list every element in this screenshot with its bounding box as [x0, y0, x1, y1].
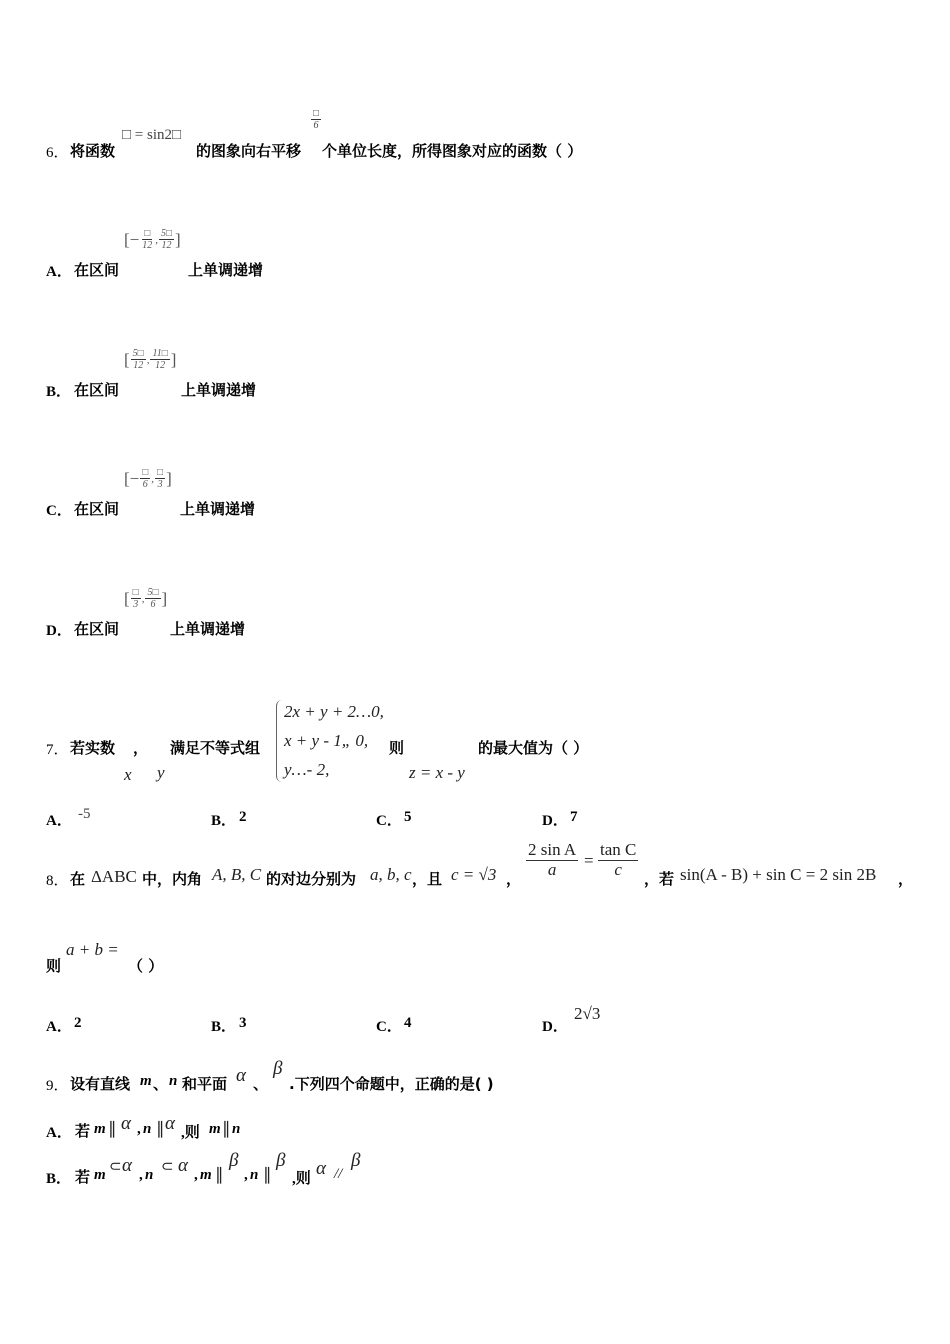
parallel-symbol: //: [334, 1166, 343, 1182]
q8-comma: ，: [506, 870, 522, 888]
q6-shift-fraction: [311, 108, 321, 131]
q8-fraction-2: $\frac{\text{tan C}}{c}$: [600, 840, 637, 879]
parallel-symbol: ∥: [215, 1165, 224, 1184]
line-m: m: [94, 1121, 106, 1137]
q7-text-d: 的最大值为（ ）: [478, 739, 589, 757]
q8-text-e: ，若: [644, 870, 675, 888]
q6-shift-den: 6: [313, 120, 319, 131]
alpha-symbol: α: [122, 1155, 132, 1176]
option-pre: 在区间: [74, 261, 120, 279]
interval-a: [− $\frac{□}{12}$ , $\frac{5□}{12}$ ]: [124, 228, 181, 251]
q7-var-y: y: [157, 763, 165, 782]
alpha-symbol: α: [165, 1113, 175, 1134]
q6-text-c: 个单位长度，所得图象对应的函数（ ）: [322, 142, 583, 160]
comma: ,: [139, 1167, 143, 1183]
q9-dun: 、: [153, 1075, 169, 1093]
q8-sides: a, b, c: [370, 865, 412, 884]
parallel-symbol: ∥: [263, 1165, 272, 1184]
option-label: B．: [46, 384, 72, 400]
interval-d: [ $\frac{□}{3}$ , $\frac{5□}{6}$ ]: [124, 587, 168, 610]
option-post: 上单调递增: [170, 620, 246, 638]
q8-equals: =: [584, 851, 594, 870]
alpha-symbol: α: [178, 1155, 188, 1176]
option-label: D．: [46, 623, 72, 639]
option-label: B．: [211, 1019, 237, 1035]
q8-text-a: 在: [70, 870, 86, 888]
beta-symbol: β: [276, 1150, 286, 1171]
q8-number: 8．: [46, 873, 69, 889]
option-post: 上单调递增: [188, 261, 264, 279]
q8-triangle: ΔABC: [91, 867, 137, 886]
line-m: m: [94, 1167, 106, 1183]
line-n: n: [232, 1121, 241, 1137]
q9-number: 9．: [46, 1078, 69, 1094]
q7-text-a: 若实数: [70, 739, 116, 757]
option-label: C．: [376, 1019, 402, 1035]
option-label: A．: [46, 1125, 72, 1141]
q8-end: ，: [898, 870, 914, 888]
option-post: 上单调递增: [180, 500, 256, 518]
option-text: 若: [75, 1122, 91, 1140]
option-label: C．: [46, 503, 72, 519]
q7-number: 7．: [46, 742, 69, 758]
line-n: n: [145, 1167, 154, 1183]
q8-c-eq: c = √3: [451, 865, 497, 884]
option-value: 7: [570, 809, 578, 825]
q6-text-b: 的图象向右平移: [196, 142, 302, 160]
q7-comma: ，: [133, 739, 149, 757]
option-label: D．: [542, 813, 568, 829]
parallel-symbol: ∥: [222, 1119, 231, 1138]
q7-z: z = x - y: [409, 763, 465, 782]
option-label: C．: [376, 813, 402, 829]
comma: ,: [194, 1167, 198, 1183]
beta-symbol: β: [229, 1150, 239, 1171]
q7-sys-1: 2x + y + 2…0,: [284, 702, 384, 721]
q8-angles: A, B, C: [212, 865, 262, 884]
q9-text-c: .下列四个命题中，正确的是( ): [289, 1075, 494, 1093]
option-value: 5: [404, 809, 412, 825]
q9-m: m: [140, 1073, 152, 1089]
q8-then: 则: [46, 957, 62, 975]
q7-text-c: 则: [389, 739, 405, 757]
parallel-symbol: ∥: [108, 1119, 117, 1138]
option-label: A．: [46, 1019, 72, 1035]
q8-ab: a + b =: [66, 940, 119, 959]
option-label: A．: [46, 813, 72, 829]
alpha-symbol: α: [121, 1113, 131, 1134]
comma: ,: [244, 1167, 248, 1183]
parallel-symbol: ∥: [156, 1119, 165, 1138]
beta-symbol: β: [351, 1150, 361, 1171]
q7-sys-3: y…- 2,: [284, 760, 330, 779]
option-value: 2√3: [574, 1004, 601, 1023]
subset-symbol: ⊂: [109, 1159, 122, 1175]
q9-n: n: [169, 1073, 178, 1089]
q6-shift-num: □: [313, 108, 320, 119]
option-post: 上单调递增: [181, 381, 257, 399]
option-label: B．: [211, 813, 237, 829]
option-label: B．: [46, 1171, 72, 1187]
comma: ,: [137, 1121, 141, 1137]
q6-formula: □ = sin2□: [122, 127, 182, 143]
option-pre: 在区间: [74, 500, 120, 518]
q7-var-x: x: [124, 765, 132, 784]
interval-c: [− $\frac{□}{6}$ , $\frac{□}{3}$ ]: [124, 467, 172, 490]
q6-number: 6．: [46, 145, 69, 161]
option-text: 若: [75, 1168, 91, 1186]
option-label: A．: [46, 264, 72, 280]
option-label: D．: [542, 1019, 568, 1035]
subset-symbol: ⊂: [161, 1159, 174, 1175]
q8-paren: （ ）: [128, 957, 164, 975]
option-value: 4: [404, 1015, 412, 1031]
line-n: n: [250, 1167, 259, 1183]
q8-fraction-1: $\frac{\text{2 sin A}}{a}$: [528, 840, 577, 879]
option-value: 3: [239, 1015, 247, 1031]
line-m: m: [200, 1167, 212, 1183]
q6-text-a: 将函数: [70, 142, 116, 160]
line-m: m: [209, 1121, 221, 1137]
interval-b: [ $\frac{5□}{12}$ , $\frac{11□}{12}$ ]: [124, 348, 177, 371]
q9-text-a: 设有直线: [70, 1075, 131, 1093]
line-n: n: [143, 1121, 152, 1137]
option-value: 2: [239, 809, 247, 825]
alpha-symbol: α: [236, 1065, 246, 1086]
q9-text-b: 和平面: [182, 1075, 228, 1093]
alpha-symbol: α: [316, 1158, 326, 1179]
q8-text-b: 中，内角: [142, 870, 203, 888]
q8-text-d: ，且: [412, 870, 443, 888]
q7-text-b: 满足不等式组: [170, 739, 261, 757]
option-pre: 在区间: [74, 620, 120, 638]
q9-dun-2: 、: [253, 1075, 269, 1093]
q7-sys-2: x + y - 1„ 0,: [284, 731, 369, 750]
option-pre: 在区间: [74, 381, 120, 399]
option-value: -5: [78, 806, 91, 822]
q8-text-c: 的对边分别为: [266, 870, 357, 888]
then-text: ,则: [181, 1125, 200, 1141]
option-value: 2: [74, 1015, 82, 1031]
then-text: ,则: [292, 1171, 311, 1187]
q8-condition: sin(A - B) + sin C = 2 sin 2B: [680, 865, 877, 884]
beta-symbol: β: [273, 1058, 283, 1079]
